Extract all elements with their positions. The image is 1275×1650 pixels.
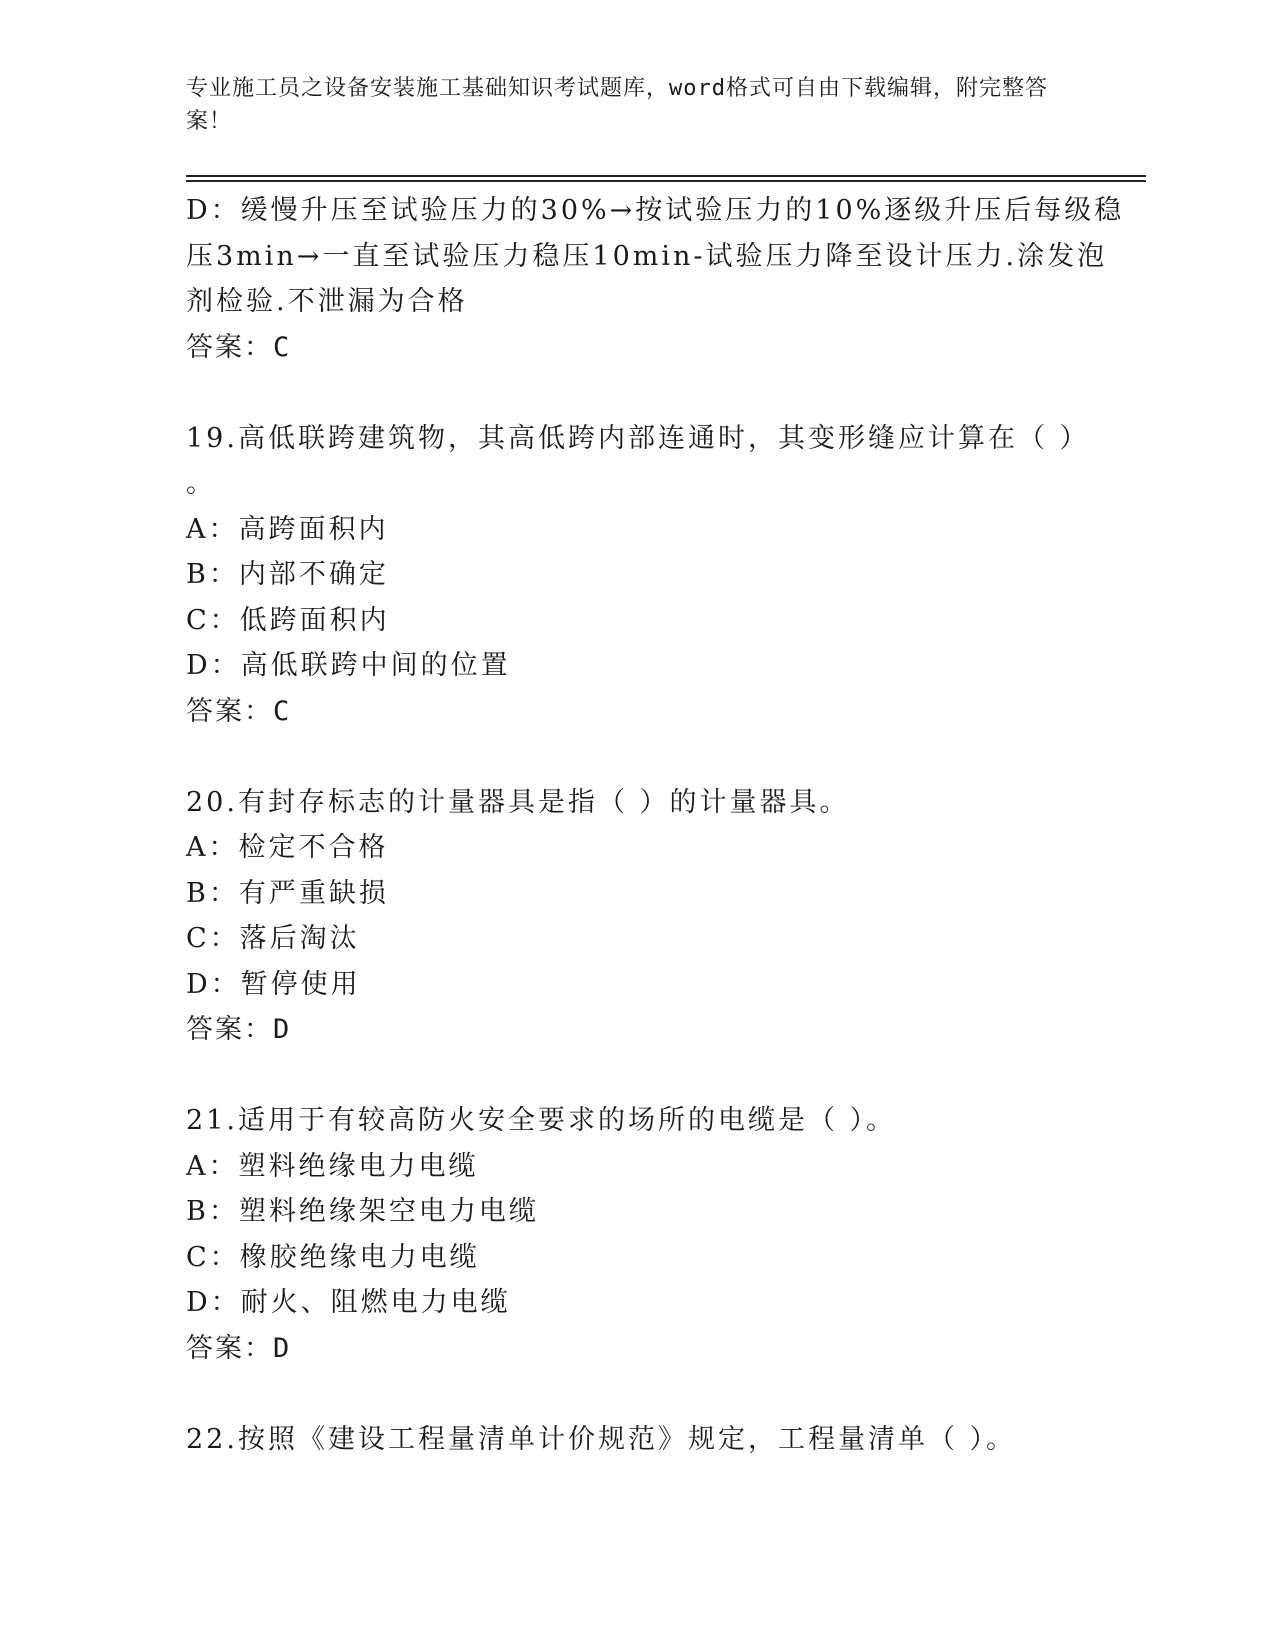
option-d-line-2: 压3min→一直至试验压力稳压10min-试验压力降至设计压力.涂发泡: [186, 240, 1108, 272]
answer-line: 答案：C: [186, 331, 292, 363]
previous-question-tail: [186, 188, 1125, 370]
answer-line: 答案：D: [186, 1014, 292, 1045]
option-c: C：落后淘汰: [186, 923, 360, 954]
option-b: B：有严重缺损: [186, 877, 389, 909]
question-stem: 19.高低联跨建筑物，其高低跨内部连通时，其变形缝应计算在（ ）: [186, 422, 1090, 454]
option-d-line-3: 剂检验.不泄漏为合格: [186, 286, 468, 317]
header-divider-top: [186, 175, 1146, 177]
option-d: D：暂停使用: [186, 968, 361, 1000]
option-a: A：塑料绝缘电力电缆: [186, 1150, 479, 1182]
answer-line: 答案：C: [186, 695, 292, 727]
question-stem: 22.按照《建设工程量清单计价规范》规定，工程量清单（ ）。: [186, 1423, 1017, 1455]
option-d-line-1: D：缓慢升压至试验压力的30%→按试验压力的10%逐级升压后每级稳: [186, 195, 1125, 226]
document-header: [186, 72, 1066, 138]
question-stem: 21.适用于有较高防火安全要求的场所的电缆是（ ）。: [186, 1105, 897, 1136]
option-c: C：橡胶绝缘电力电缆: [186, 1241, 480, 1273]
question-19: [186, 416, 1090, 735]
option-d: D：耐火、阻燃电力电缆: [186, 1287, 511, 1318]
question-22: [186, 1417, 1066, 1463]
option-c: C：低跨面积内: [186, 604, 390, 636]
question-stem-continuation: 。: [186, 468, 216, 499]
option-b: B：塑料绝缘架空电力电缆: [186, 1196, 539, 1227]
question-content: [186, 188, 1125, 1462]
header-divider-bottom: [186, 180, 1146, 182]
question-stem: 20.有封存标志的计量器具是指（ ）的计量器具。: [186, 786, 850, 818]
option-a: A：高跨面积内: [186, 513, 389, 545]
option-a: A：检定不合格: [186, 832, 389, 863]
option-d: D：高低联跨中间的位置: [186, 650, 511, 681]
answer-line: 答案：D: [186, 1332, 292, 1364]
question-21: [186, 1098, 1066, 1371]
question-20: [186, 780, 1066, 1053]
option-b: B：内部不确定: [186, 559, 389, 590]
header-text: 专业施工员之设备安装施工基础知识考试题库，word格式可自由下载编辑，附完整答案！: [186, 76, 1048, 134]
